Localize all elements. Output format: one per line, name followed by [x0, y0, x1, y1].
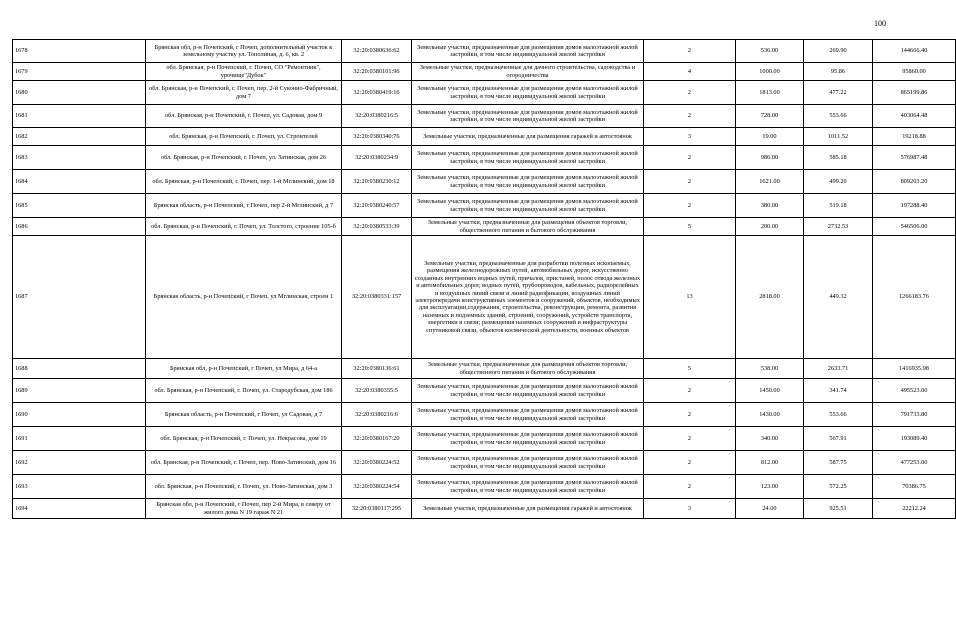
table-row [13, 359, 956, 379]
category-code-cell: 2 [644, 427, 736, 451]
area-cell: 123.00 [736, 475, 804, 499]
address-cell: Брянская обл, р-н Почепский, г Почеп, ул Мира, д 64-а [146, 359, 342, 379]
address-cell: обл. Брянская, р-н Почепский, г. Почеп, ул. Некрасова, дом 19 [146, 427, 342, 451]
category-code-cell: 2 [644, 40, 736, 63]
land-use-cell: Земельные участки, предназначенные для размещения домов малоэтажной жилой застройки, в том числе индивидуальной жилой застройки [412, 403, 644, 427]
table-row [13, 170, 956, 194]
unit-price-cell: 567.91 [804, 427, 873, 451]
table-row [13, 81, 956, 105]
unit-price-cell: 553.66 [804, 105, 873, 128]
area-cell: 1813.00 [736, 81, 804, 105]
address-cell: обл. Брянская, р-н Почепский, г. Почеп, ул. Толстого, строение 105-б [146, 218, 342, 236]
land-use-cell: Земельные участки, предназначенные для размещения объектов торговли, общественного питания и бытового обслуживания [412, 359, 644, 379]
area-cell: 1450.00 [736, 379, 804, 403]
cadastral-number-cell: 32:20:0380419:16 [342, 81, 412, 105]
unit-price-cell: 341.74 [804, 379, 873, 403]
land-use-cell: Земельные участки, предназначенные для разработки полезных ископаемых, размещения железнодорожных путей, автомобильных дорог, искусственно созданных внутренних водных путей, причалов, пристаней, полос отвода железных и автомобильных дорог, водных путей, трубопроводов, кабельных, радиорелейных и воздушных линий связи и линий радиофикации, воздушных линий электропередачи конструктивных элементов и сооружений, объектов, необходимых для эксплуатации,содержания, строительства, реконструкции, ремонта, развития наземных и подземных зданий, строений, сооружений, устройств транспорта, энергетики и связи; размещения наземных сооружений и инфраструктуры спутниковой связи, объектов космической деятельности, военных объектов [412, 236, 644, 359]
category-code-cell: 2 [644, 105, 736, 128]
unit-price-cell: 499.20 [804, 170, 873, 194]
land-use-cell: Земельные участки, предназначенные для дачного строительства, садоводства и огородничества [412, 63, 644, 81]
category-code-cell: 3 [644, 499, 736, 519]
row-number-cell: 1693 [13, 475, 146, 499]
land-use-cell: Земельные участки, предназначенные для размещения гаражей и автостоянок [412, 128, 644, 146]
address-cell: обл. Брянская, р-н Почепский, г. Почеп, ул. Строителей [146, 128, 342, 146]
address-cell: обл. Брянская, р-н Почепский, г. Почеп, ул. Затинская, дом 26 [146, 146, 342, 170]
cadastral-number-cell: 32:20:0380216:5 [342, 105, 412, 128]
row-number-cell: 1689 [13, 379, 146, 403]
table-row [13, 451, 956, 475]
cadastral-number-cell: 32:20:0380340:76 [342, 128, 412, 146]
area-cell: 200.00 [736, 218, 804, 236]
unit-price-cell: 449.32 [804, 236, 873, 359]
unit-price-cell: 2633.71 [804, 359, 873, 379]
table-row [13, 128, 956, 146]
category-code-cell: 4 [644, 63, 736, 81]
cadastral-number-cell: 32:20:0380117:295 [342, 499, 412, 519]
table-row [13, 379, 956, 403]
category-code-cell: 2 [644, 451, 736, 475]
cadastral-value-cell: 144666.40 [873, 40, 956, 63]
land-use-cell: Земельные участки, предназначенные для размещения домов малоэтажной жилой застройки, в том числе индивидуальной жилой застройки [412, 194, 644, 218]
cadastral-value-cell: 197288.40 [873, 194, 956, 218]
row-number-cell: 1682 [13, 128, 146, 146]
table-row [13, 146, 956, 170]
row-number-cell: 1686 [13, 218, 146, 236]
table-row [13, 194, 956, 218]
cadastral-value-cell: 809203.20 [873, 170, 956, 194]
address-cell: обл. Брянская, р-н Почепский, г. Почеп, СО "Ремонтник", урочище"Дубок" [146, 63, 342, 81]
area-cell: 536.00 [736, 40, 804, 63]
area-cell: 986.00 [736, 146, 804, 170]
category-code-cell: 2 [644, 475, 736, 499]
area-cell: 1430.00 [736, 403, 804, 427]
land-registry-table [12, 39, 956, 519]
table-row [13, 63, 956, 81]
category-code-cell: 5 [644, 218, 736, 236]
cadastral-value-cell: 403064.48 [873, 105, 956, 128]
category-code-cell: 5 [644, 359, 736, 379]
land-use-cell: Земельные участки, предназначенные для размещения домов малоэтажной жилой застройки, в том числе индивидуальной жилой застройки [412, 475, 644, 499]
table-body [13, 40, 956, 519]
cadastral-number-cell: 32:20:0380636:62 [342, 40, 412, 63]
area-cell: 1621.00 [736, 170, 804, 194]
row-number-cell: 1688 [13, 359, 146, 379]
cadastral-number-cell: 32:20:0380136:61 [342, 359, 412, 379]
cadastral-number-cell: 32:20:0380355:5 [342, 379, 412, 403]
cadastral-value-cell: 477253.00 [873, 451, 956, 475]
table-row [13, 236, 956, 359]
address-cell: Брянская область, р-н Почепский, г Почеп, ул Мглинская, строен 1 [146, 236, 342, 359]
area-cell: 24.00 [736, 499, 804, 519]
row-number-cell: 1692 [13, 451, 146, 475]
land-use-cell: Земельные участки, предназначенные для размещения домов малоэтажной жилой застройки, в том числе индивидуальной жилой застройки [412, 146, 644, 170]
address-cell: обл. Брянская, р-н Почепский, г. Почеп, ул. Стародубская, дом 186 [146, 379, 342, 403]
land-use-cell: Земельные участки, предназначенные для размещения объектов торговли, общественного питания и бытового обслуживания [412, 218, 644, 236]
address-cell: Брянская область, р-н Почепский, г Почеп, ул Садовая, д 7 [146, 403, 342, 427]
unit-price-cell: 925.51 [804, 499, 873, 519]
row-number-cell: 1685 [13, 194, 146, 218]
category-code-cell: 2 [644, 146, 736, 170]
area-cell: 538.00 [736, 359, 804, 379]
address-cell: обл. Брянская, р-н Почепский, г. Почеп, пер. 1-й Мглинский, дом 18 [146, 170, 342, 194]
land-use-cell: Земельные участки, предназначенные для размещения домов малоэтажной жилой застройки, в том числе индивидуальной жилой застройки [412, 81, 644, 105]
land-use-cell: Земельные участки, предназначенные для размещения домов малоэтажной жилой застройки, в том числе индивидуальной жилой застройки [412, 170, 644, 194]
row-number-cell: 1694 [13, 499, 146, 519]
cadastral-number-cell: 32:20:0380331:157 [342, 236, 412, 359]
cadastral-number-cell: 32:20:0380167:20 [342, 427, 412, 451]
cadastral-value-cell: 546506.00 [873, 218, 956, 236]
row-number-cell: 1684 [13, 170, 146, 194]
address-cell: обл. Брянская, р-н Почепский, г. Почеп, ул. Садовая, дом 9 [146, 105, 342, 128]
table-row [13, 499, 956, 519]
address-cell: обл. Брянская, р-н Почепский, г. Почеп, ул. Ново-Затинская, дом 3 [146, 475, 342, 499]
cadastral-value-cell: 70386.75 [873, 475, 956, 499]
category-code-cell: 13 [644, 236, 736, 359]
category-code-cell: 3 [644, 128, 736, 146]
unit-price-cell: 587.75 [804, 451, 873, 475]
area-cell: 728.00 [736, 105, 804, 128]
land-use-cell: Земельные участки, предназначенные для размещения домов малоэтажной жилой застройки, в том числе индивидуальной жилой застройки [412, 451, 644, 475]
cadastral-value-cell: 22212.24 [873, 499, 956, 519]
address-cell: Брянская обл, р-н Почепский, г Почеп, пер 2-й Мира, в северу от жилого дома N 19 гараж N 21 [146, 499, 342, 519]
row-number-cell: 1680 [13, 81, 146, 105]
address-cell: обл. Брянская, р-н Почепский, г. Почеп, пер. 2-й Суконно-Фабричный, дом 7 [146, 81, 342, 105]
unit-price-cell: 2732.53 [804, 218, 873, 236]
area-cell: 380.00 [736, 194, 804, 218]
area-cell: 1000.00 [736, 63, 804, 81]
unit-price-cell: 585.18 [804, 146, 873, 170]
land-use-cell: Земельные участки, предназначенные для размещения домов малоэтажной жилой застройки, в том числе индивидуальной жилой застройки [412, 105, 644, 128]
row-number-cell: 1679 [13, 63, 146, 81]
land-use-cell: Земельные участки, предназначенные для размещения домов малоэтажной жилой застройки, в том числе индивидуальной жилой застройки [412, 379, 644, 403]
cadastral-number-cell: 32:20:0380216:6 [342, 403, 412, 427]
address-cell: обл. Брянская, р-н Почепский, г. Почеп, пер. Ново-Затинский, дом 16 [146, 451, 342, 475]
row-number-cell: 1690 [13, 403, 146, 427]
cadastral-number-cell: 32:20:0380224:52 [342, 451, 412, 475]
cadastral-value-cell: 193089.40 [873, 427, 956, 451]
cadastral-number-cell: 32:20:0380101:96 [342, 63, 412, 81]
cadastral-value-cell: 95860.00 [873, 63, 956, 81]
cadastral-value-cell: 1266183.76 [873, 236, 956, 359]
row-number-cell: 1681 [13, 105, 146, 128]
land-use-cell: Земельные участки, предназначенные для размещения домов малоэтажной жилой застройки, в том числе индивидуальной жилой застройки [412, 40, 644, 63]
table-row [13, 475, 956, 499]
address-cell: Брянская обл, р-н Почепский, г Почеп, дополнительный участок к земельному участку ул. Тополиная, д. 6, кв. 2 [146, 40, 342, 63]
table-row [13, 40, 956, 63]
cadastral-value-cell: 19218.88 [873, 128, 956, 146]
row-number-cell: 1678 [13, 40, 146, 63]
category-code-cell: 2 [644, 81, 736, 105]
cadastral-value-cell: 576987.48 [873, 146, 956, 170]
row-number-cell: 1683 [13, 146, 146, 170]
cadastral-number-cell: 32:20:0380533:39 [342, 218, 412, 236]
unit-price-cell: 1011.52 [804, 128, 873, 146]
row-number-cell: 1691 [13, 427, 146, 451]
category-code-cell: 2 [644, 379, 736, 403]
area-cell: 812.00 [736, 451, 804, 475]
row-number-cell: 1687 [13, 236, 146, 359]
category-code-cell: 2 [644, 194, 736, 218]
cadastral-value-cell: 865199.86 [873, 81, 956, 105]
unit-price-cell: 572.25 [804, 475, 873, 499]
unit-price-cell: 95.86 [804, 63, 873, 81]
cadastral-number-cell: 32:20:0380234:9 [342, 146, 412, 170]
area-cell: 340.00 [736, 427, 804, 451]
cadastral-value-cell: 495523.00 [873, 379, 956, 403]
land-use-cell: Земельные участки, предназначенные для размещения домов малоэтажной жилой застройки, в том числе индивидуальной жилой застройки [412, 427, 644, 451]
table-row [13, 427, 956, 451]
unit-price-cell: 553.66 [804, 403, 873, 427]
category-code-cell: 2 [644, 170, 736, 194]
table-row [13, 105, 956, 128]
category-code-cell: 2 [644, 403, 736, 427]
cadastral-value-cell: 791733.80 [873, 403, 956, 427]
area-cell: 2818.00 [736, 236, 804, 359]
table-row [13, 403, 956, 427]
area-cell: 19.00 [736, 128, 804, 146]
cadastral-value-cell: 1416935.98 [873, 359, 956, 379]
page-number: 100 [874, 19, 886, 28]
cadastral-number-cell: 32:20:0380230:12 [342, 170, 412, 194]
unit-price-cell: 477.22 [804, 81, 873, 105]
land-use-cell: Земельные участки, предназначенные для размещения гаражей и автостоянок [412, 499, 644, 519]
unit-price-cell: 519.18 [804, 194, 873, 218]
cadastral-number-cell: 32:20:0380240:57 [342, 194, 412, 218]
address-cell: Брянская область, р-н Почепский, г Почеп, пер 2-й Мглинский, д 7 [146, 194, 342, 218]
unit-price-cell: 269.90 [804, 40, 873, 63]
cadastral-number-cell: 32:20:0380224:54 [342, 475, 412, 499]
table-row [13, 218, 956, 236]
